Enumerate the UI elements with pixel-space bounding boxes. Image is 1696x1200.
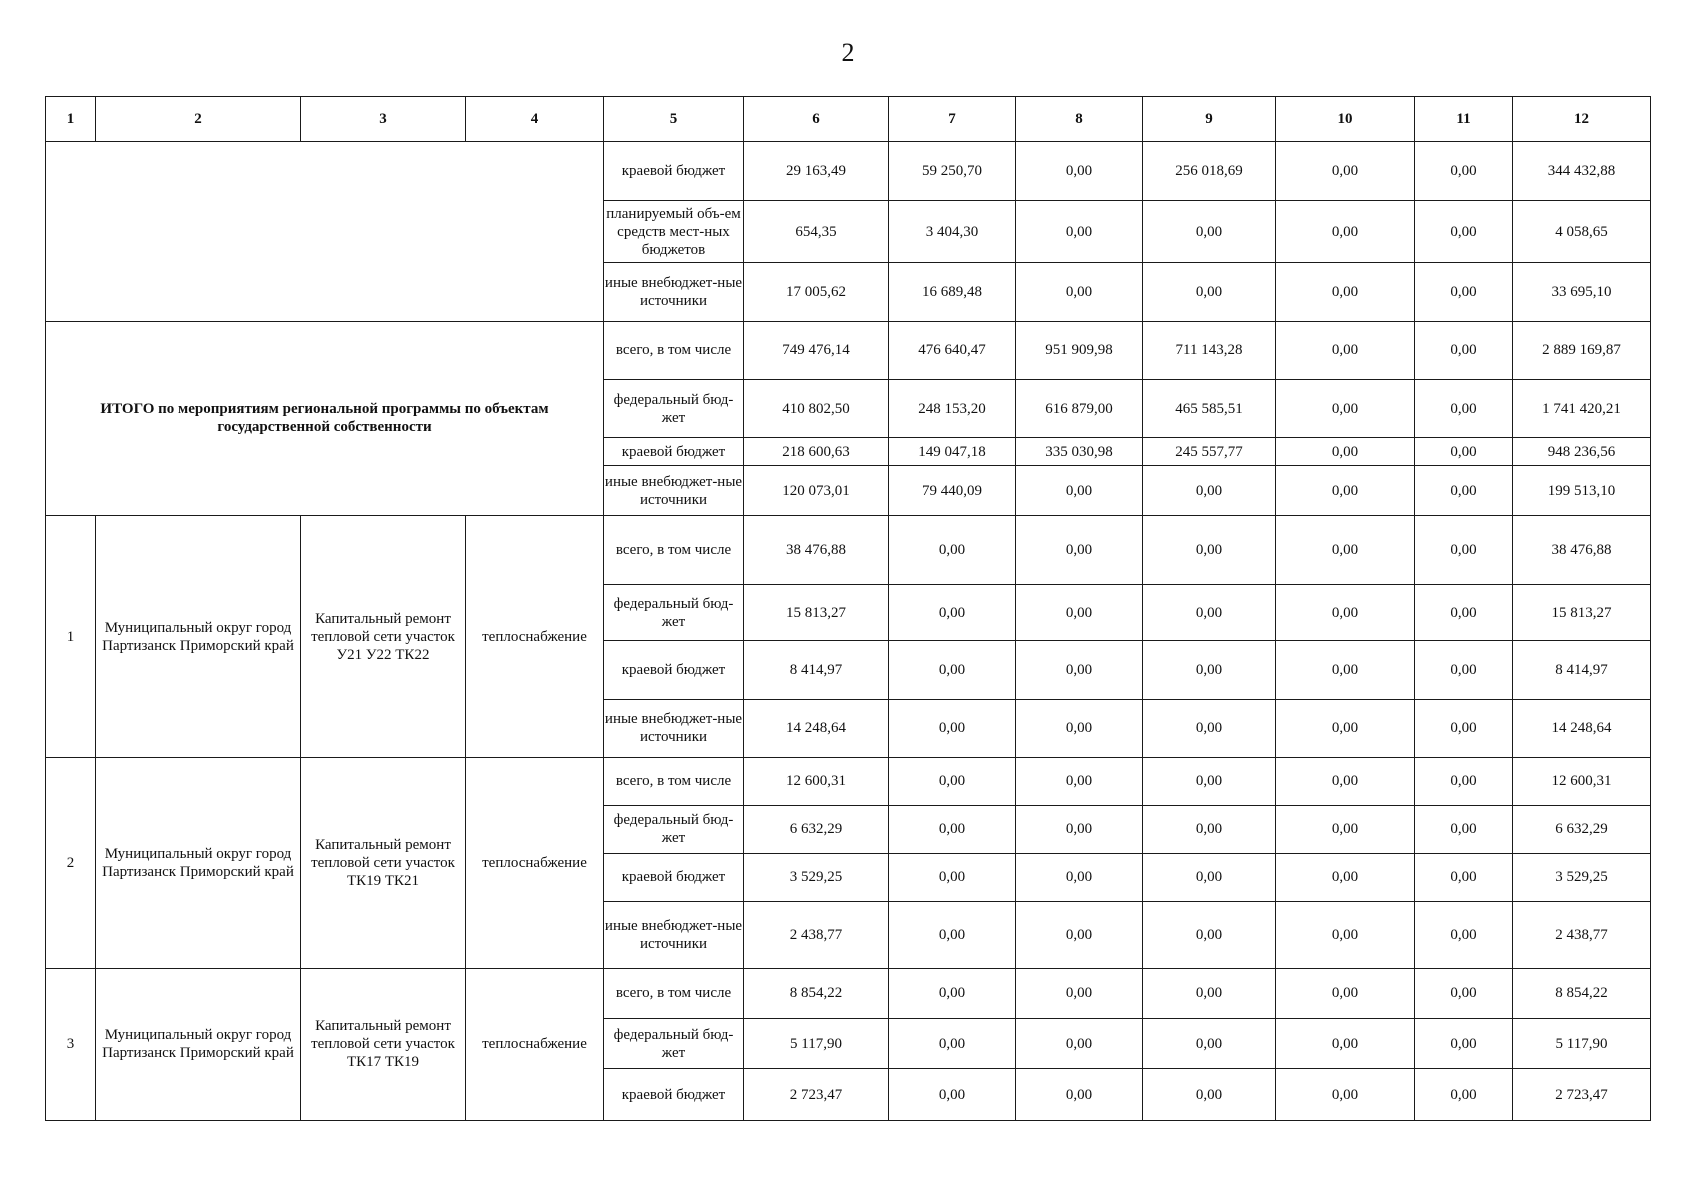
total-row-0-col-8: 951 909,98 xyxy=(1016,321,1143,379)
carry-row-2-col-9: 0,00 xyxy=(1143,263,1276,321)
header-row xyxy=(46,97,1651,142)
item-2-row-1-col-8: 0,00 xyxy=(1016,805,1143,854)
item-1-row-0-col-11: 0,00 xyxy=(1415,516,1513,585)
header-col-3: 3 xyxy=(301,97,466,142)
item-3-row-2-col-8: 0,00 xyxy=(1016,1069,1143,1121)
carry-row-2-col-6: 17 005,62 xyxy=(744,263,889,321)
item-1-row-2-source: краевой бюджет xyxy=(604,641,744,699)
item-3-row-1-col-8: 0,00 xyxy=(1016,1019,1143,1069)
item-number: 2 xyxy=(46,758,96,969)
item-1-row-0-source: всего, в том числе xyxy=(604,516,744,585)
total-row-0-col-6: 749 476,14 xyxy=(744,321,889,379)
item-1-row-2-col-11: 0,00 xyxy=(1415,641,1513,699)
total-row-1-col-7: 248 153,20 xyxy=(889,379,1016,437)
carry-row-1-col-10: 0,00 xyxy=(1276,200,1415,263)
total-row-1-col-12: 1 741 420,21 xyxy=(1513,379,1651,437)
carry-row-2-col-12: 33 695,10 xyxy=(1513,263,1651,321)
item-1-row-2-col-8: 0,00 xyxy=(1016,641,1143,699)
item-2-row-0-col-10: 0,00 xyxy=(1276,758,1415,806)
item-2-row-0-col-7: 0,00 xyxy=(889,758,1016,806)
carry-row-2-col-8: 0,00 xyxy=(1016,263,1143,321)
item-1-row-0-col-12: 38 476,88 xyxy=(1513,516,1651,585)
header-col-1: 1 xyxy=(46,97,96,142)
item-3-row-0-col-7: 0,00 xyxy=(889,968,1016,1019)
item-1-row-1-col-8: 0,00 xyxy=(1016,585,1143,641)
header-col-10: 10 xyxy=(1276,97,1415,142)
item-1-row-1-source: федеральный бюд-жет xyxy=(604,585,744,641)
header-col-11: 11 xyxy=(1415,97,1513,142)
carry-row-0-col-7: 59 250,70 xyxy=(889,142,1016,200)
item-1-row-2-col-7: 0,00 xyxy=(889,641,1016,699)
budget-table xyxy=(45,96,1651,1121)
header-col-7: 7 xyxy=(889,97,1016,142)
item-3-row-1-col-10: 0,00 xyxy=(1276,1019,1415,1069)
carry-row-2-col-7: 16 689,48 xyxy=(889,263,1016,321)
item-2-row-1-col-11: 0,00 xyxy=(1415,805,1513,854)
total-row-0-col-12: 2 889 169,87 xyxy=(1513,321,1651,379)
item-3-row-2-col-11: 0,00 xyxy=(1415,1069,1513,1121)
total-row-1-col-10: 0,00 xyxy=(1276,379,1415,437)
table-row xyxy=(46,142,1651,200)
item-municipality: Муниципальный округ город Партизанск Приморский край xyxy=(96,758,301,969)
table-body xyxy=(46,97,1651,1121)
item-2-row-0-source: всего, в том числе xyxy=(604,758,744,806)
total-row-1-col-6: 410 802,50 xyxy=(744,379,889,437)
header-col-6: 6 xyxy=(744,97,889,142)
item-3-row-2-col-7: 0,00 xyxy=(889,1069,1016,1121)
item-1-row-0-col-8: 0,00 xyxy=(1016,516,1143,585)
item-3-row-2-col-6: 2 723,47 xyxy=(744,1069,889,1121)
carry-row-0-source: краевой бюджет xyxy=(604,142,744,200)
item-1-row-0-col-6: 38 476,88 xyxy=(744,516,889,585)
item-1-row-0-col-9: 0,00 xyxy=(1143,516,1276,585)
item-3-row-2-col-9: 0,00 xyxy=(1143,1069,1276,1121)
item-1-row-1-col-9: 0,00 xyxy=(1143,585,1276,641)
total-row-0-col-7: 476 640,47 xyxy=(889,321,1016,379)
item-1-row-1-col-7: 0,00 xyxy=(889,585,1016,641)
item-1-row-1-col-6: 15 813,27 xyxy=(744,585,889,641)
carry-row-0-col-8: 0,00 xyxy=(1016,142,1143,200)
item-1-row-2-col-9: 0,00 xyxy=(1143,641,1276,699)
item-1-row-2-col-6: 8 414,97 xyxy=(744,641,889,699)
item-3-row-0-source: всего, в том числе xyxy=(604,968,744,1019)
item-2-row-0-col-9: 0,00 xyxy=(1143,758,1276,806)
total-row-1-source: федеральный бюд-жет xyxy=(604,379,744,437)
item-1-row-3-col-11: 0,00 xyxy=(1415,699,1513,757)
total-row-3-col-11: 0,00 xyxy=(1415,466,1513,516)
carry-row-2-col-10: 0,00 xyxy=(1276,263,1415,321)
item-3-row-1-col-11: 0,00 xyxy=(1415,1019,1513,1069)
item-municipality: Муниципальный округ город Партизанск Приморский край xyxy=(96,516,301,758)
carry-blank-cell xyxy=(46,142,604,321)
item-1-row-3-col-6: 14 248,64 xyxy=(744,699,889,757)
item-object: Капитальный ремонт тепловой сети участок ТК19 ТК21 xyxy=(301,758,466,969)
total-row-2-col-11: 0,00 xyxy=(1415,438,1513,466)
item-1-row-3-source: иные внебюджет-ные источники xyxy=(604,699,744,757)
total-row-2-col-12: 948 236,56 xyxy=(1513,438,1651,466)
item-1-row-3-col-9: 0,00 xyxy=(1143,699,1276,757)
table-row xyxy=(46,516,1651,585)
item-2-row-0-col-8: 0,00 xyxy=(1016,758,1143,806)
item-2-row-2-col-7: 0,00 xyxy=(889,854,1016,902)
item-2-row-1-col-7: 0,00 xyxy=(889,805,1016,854)
item-3-row-1-col-6: 5 117,90 xyxy=(744,1019,889,1069)
item-2-row-3-col-11: 0,00 xyxy=(1415,901,1513,968)
item-number: 3 xyxy=(46,968,96,1120)
total-row-3-col-10: 0,00 xyxy=(1276,466,1415,516)
item-2-row-2-col-8: 0,00 xyxy=(1016,854,1143,902)
carry-row-0-col-12: 344 432,88 xyxy=(1513,142,1651,200)
item-1-row-3-col-10: 0,00 xyxy=(1276,699,1415,757)
item-1-row-3-col-12: 14 248,64 xyxy=(1513,699,1651,757)
item-2-row-2-source: краевой бюджет xyxy=(604,854,744,902)
item-3-row-0-col-9: 0,00 xyxy=(1143,968,1276,1019)
carry-row-0-col-11: 0,00 xyxy=(1415,142,1513,200)
item-type: теплоснабжение xyxy=(466,968,604,1120)
item-2-row-2-col-12: 3 529,25 xyxy=(1513,854,1651,902)
total-row-0-source: всего, в том числе xyxy=(604,321,744,379)
item-2-row-0-col-12: 12 600,31 xyxy=(1513,758,1651,806)
total-row-2-col-10: 0,00 xyxy=(1276,438,1415,466)
item-3-row-1-col-12: 5 117,90 xyxy=(1513,1019,1651,1069)
item-object: Капитальный ремонт тепловой сети участок ТК17 ТК19 xyxy=(301,968,466,1120)
total-row-2-col-7: 149 047,18 xyxy=(889,438,1016,466)
item-3-row-2-col-10: 0,00 xyxy=(1276,1069,1415,1121)
item-3-row-0-col-12: 8 854,22 xyxy=(1513,968,1651,1019)
total-row-2-source: краевой бюджет xyxy=(604,438,744,466)
total-row-2-col-8: 335 030,98 xyxy=(1016,438,1143,466)
carry-row-0-col-10: 0,00 xyxy=(1276,142,1415,200)
item-1-row-3-col-8: 0,00 xyxy=(1016,699,1143,757)
item-2-row-1-col-6: 6 632,29 xyxy=(744,805,889,854)
item-1-row-0-col-10: 0,00 xyxy=(1276,516,1415,585)
item-2-row-0-col-6: 12 600,31 xyxy=(744,758,889,806)
total-label: ИТОГО по мероприятиям региональной программы по объектам государственной собственности xyxy=(46,321,604,515)
total-row-3-col-12: 199 513,10 xyxy=(1513,466,1651,516)
item-object: Капитальный ремонт тепловой сети участок У21 У22 ТК22 xyxy=(301,516,466,758)
item-2-row-2-col-10: 0,00 xyxy=(1276,854,1415,902)
carry-row-2-source: иные внебюджет-ные источники xyxy=(604,263,744,321)
item-1-row-3-col-7: 0,00 xyxy=(889,699,1016,757)
item-2-row-2-col-9: 0,00 xyxy=(1143,854,1276,902)
item-1-row-1-col-11: 0,00 xyxy=(1415,585,1513,641)
item-2-row-1-col-10: 0,00 xyxy=(1276,805,1415,854)
total-row-1-col-8: 616 879,00 xyxy=(1016,379,1143,437)
page-number: 2 xyxy=(841,38,855,67)
carry-row-1-col-11: 0,00 xyxy=(1415,200,1513,263)
item-2-row-3-col-6: 2 438,77 xyxy=(744,901,889,968)
item-municipality: Муниципальный округ город Партизанск Приморский край xyxy=(96,968,301,1120)
item-3-row-0-col-10: 0,00 xyxy=(1276,968,1415,1019)
total-row-0-col-9: 711 143,28 xyxy=(1143,321,1276,379)
header-col-8: 8 xyxy=(1016,97,1143,142)
header-col-5: 5 xyxy=(604,97,744,142)
total-row-2-col-9: 245 557,77 xyxy=(1143,438,1276,466)
total-row-2-col-6: 218 600,63 xyxy=(744,438,889,466)
total-row-1-col-9: 465 585,51 xyxy=(1143,379,1276,437)
item-number: 1 xyxy=(46,516,96,758)
header-col-12: 12 xyxy=(1513,97,1651,142)
total-row-3-col-9: 0,00 xyxy=(1143,466,1276,516)
carry-row-1-col-6: 654,35 xyxy=(744,200,889,263)
item-2-row-1-col-12: 6 632,29 xyxy=(1513,805,1651,854)
item-1-row-0-col-7: 0,00 xyxy=(889,516,1016,585)
carry-row-1-col-8: 0,00 xyxy=(1016,200,1143,263)
total-row-3-col-8: 0,00 xyxy=(1016,466,1143,516)
item-3-row-0-col-11: 0,00 xyxy=(1415,968,1513,1019)
item-1-row-2-col-12: 8 414,97 xyxy=(1513,641,1651,699)
item-2-row-2-col-11: 0,00 xyxy=(1415,854,1513,902)
total-row-1-col-11: 0,00 xyxy=(1415,379,1513,437)
item-type: теплоснабжение xyxy=(466,516,604,758)
carry-row-1-col-9: 0,00 xyxy=(1143,200,1276,263)
total-row-3-col-7: 79 440,09 xyxy=(889,466,1016,516)
item-3-row-1-col-7: 0,00 xyxy=(889,1019,1016,1069)
item-2-row-3-col-7: 0,00 xyxy=(889,901,1016,968)
item-3-row-1-source: федеральный бюд-жет xyxy=(604,1019,744,1069)
carry-row-2-col-11: 0,00 xyxy=(1415,263,1513,321)
item-3-row-2-col-12: 2 723,47 xyxy=(1513,1069,1651,1121)
item-3-row-0-col-6: 8 854,22 xyxy=(744,968,889,1019)
table-row xyxy=(46,968,1651,1019)
item-3-row-0-col-8: 0,00 xyxy=(1016,968,1143,1019)
item-1-row-1-col-12: 15 813,27 xyxy=(1513,585,1651,641)
item-2-row-3-col-10: 0,00 xyxy=(1276,901,1415,968)
total-row-0-col-10: 0,00 xyxy=(1276,321,1415,379)
total-row-3-source: иные внебюджет-ные источники xyxy=(604,466,744,516)
total-row-0-col-11: 0,00 xyxy=(1415,321,1513,379)
carry-row-1-col-7: 3 404,30 xyxy=(889,200,1016,263)
item-2-row-3-col-9: 0,00 xyxy=(1143,901,1276,968)
header-col-9: 9 xyxy=(1143,97,1276,142)
table-row xyxy=(46,321,1651,379)
item-type: теплоснабжение xyxy=(466,758,604,969)
item-1-row-1-col-10: 0,00 xyxy=(1276,585,1415,641)
item-2-row-2-col-6: 3 529,25 xyxy=(744,854,889,902)
item-1-row-2-col-10: 0,00 xyxy=(1276,641,1415,699)
header-col-2: 2 xyxy=(96,97,301,142)
header-col-4: 4 xyxy=(466,97,604,142)
item-3-row-1-col-9: 0,00 xyxy=(1143,1019,1276,1069)
total-row-3-col-6: 120 073,01 xyxy=(744,466,889,516)
carry-row-0-col-6: 29 163,49 xyxy=(744,142,889,200)
item-3-row-2-source: краевой бюджет xyxy=(604,1069,744,1121)
carry-row-1-col-12: 4 058,65 xyxy=(1513,200,1651,263)
item-2-row-1-col-9: 0,00 xyxy=(1143,805,1276,854)
item-2-row-3-col-8: 0,00 xyxy=(1016,901,1143,968)
table-row xyxy=(46,758,1651,806)
carry-row-0-col-9: 256 018,69 xyxy=(1143,142,1276,200)
item-2-row-0-col-11: 0,00 xyxy=(1415,758,1513,806)
item-2-row-1-source: федеральный бюд-жет xyxy=(604,805,744,854)
item-2-row-3-source: иные внебюджет-ные источники xyxy=(604,901,744,968)
item-2-row-3-col-12: 2 438,77 xyxy=(1513,901,1651,968)
carry-row-1-source: планируемый объ-ем средств мест-ных бюджетов xyxy=(604,200,744,263)
